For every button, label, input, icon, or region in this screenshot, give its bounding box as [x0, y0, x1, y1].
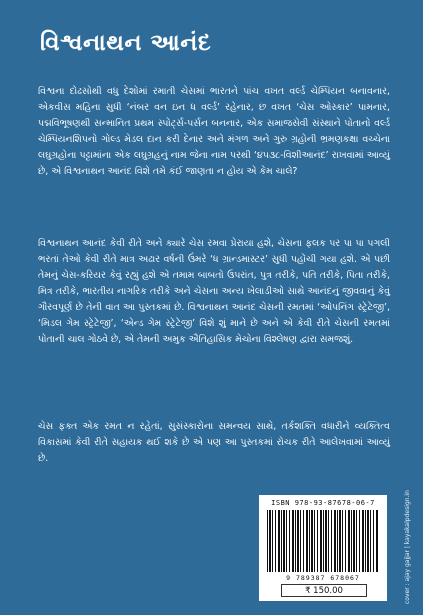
barcode-icon	[267, 510, 379, 572]
cover-credit: cover : ajay gajjar | kayakalpdesign.in	[404, 490, 411, 604]
isbn-label: ISBN 978-93-87678-06-7	[271, 499, 375, 507]
book-title: વિશ્વનાથન આનંદ	[40, 30, 212, 56]
barcode-digits: 9 789387 678067	[286, 574, 360, 582]
price-tag: ₹ 150.00	[281, 584, 367, 597]
blurb-paragraph-1: વિશ્વના દોઢસોથી વધુ દેશોમાં રમાતી ચેસમાં ભારતને પાંચ વખત વર્લ્ડ ચેમ્પિયન બનાવનાર, એકવીસ મહિના સુધી ‘નંબર વન ઇન ધ વર્લ્ડ’ રહેનાર, છ વખત ‘ચેસ ઓસ્કાર’ પામનાર, પદ્મવિભૂષણથી સન્માનિત પ્રથમ સ્પોર્ટ્સ-પર્સન બનનાર, એક સમાજસેવી સંસ્થાને પોતાનો વર્લ્ડ ચેમ્પિયનશિપનો ગોલ્ડ મેડલ દાન કરી દેનાર અને મંગળ અને ગુરુ ગ્રહોની ભ્રમણકક્ષા વચ્ચેના લઘુગ્રહોના પટ્ટામાંના એક લઘુગ્રહનું નામ જેના નામ પરથી ‘૪૫૩૮-વિશીઆનંદ’ રાખવામાં આવ્યું છે, એ વિશ્વનાથન આનંદ વિશે તમે કંઈ જાણતા ન હોય એ કેમ ચાલે?	[38, 86, 390, 177]
blurb-paragraph-3: ચેસ ફક્ત એક રમત ન રહેતાં, સુસંસ્કારોના સમન્વય સાથે, તર્કશક્તિ વધારીને વ્યક્તિત્વ વિકાસમાં કેવી રીતે સહાયક થઈ શકે છે એ પણ આ પુસ્તકમાં રોચક રીતે આલેખવામાં આવ્યું છે.	[38, 421, 390, 464]
barcode-panel	[259, 495, 387, 601]
blurb-paragraph-2: વિશ્વનાથન આનંદ કેવી રીતે અને ક્યારે ચેસ રમવા પ્રેરાયા હશે, ચેસના ફલક પર પા પા પગલી ભરતાં તેઓ કેવી રીતે માત્ર અઢાર વર્ષની ઉંમરે ‘ધ ગ્રાન્ડમાસ્ટર’ સુધી પહોંચી ગયા હશે. એ પછી તેમનું ચેસ-કરિયર કેવું રહ્યું હશે એ તમામ બાબતો ઉપરાંત, પુત્ર તરીકે, પતિ તરીકે, પિતા તરીકે, મિત્ર તરીકે, ભારતીય નાગરિક તરીકે અને ચેસના અન્ય ખેલાડીઓ સાથે આનંદનું જીવવાનું કેવું ગૌરવપૂર્ણ છે તેની વાત આ પુસ્તકમાં છે. વિશ્વનાથન આનંદ ચેસની રમતમાં ‘ઓપનિંગ સ્ટ્રેટેજી’, ‘મિડલ ગેમ સ્ટ્રેટેજી’, ‘એન્ડ ગેમ સ્ટ્રેટેજી’ વિશે શું માને છે અને એ કેવી રીતે ચેસની રમતમાં પોતાની ચાલ ગોઠવે છે, એ તેમની અમુક ઐતિહાસિક મેચોના વિશ્લેષણ દ્વારા સમજશું.	[38, 238, 390, 345]
